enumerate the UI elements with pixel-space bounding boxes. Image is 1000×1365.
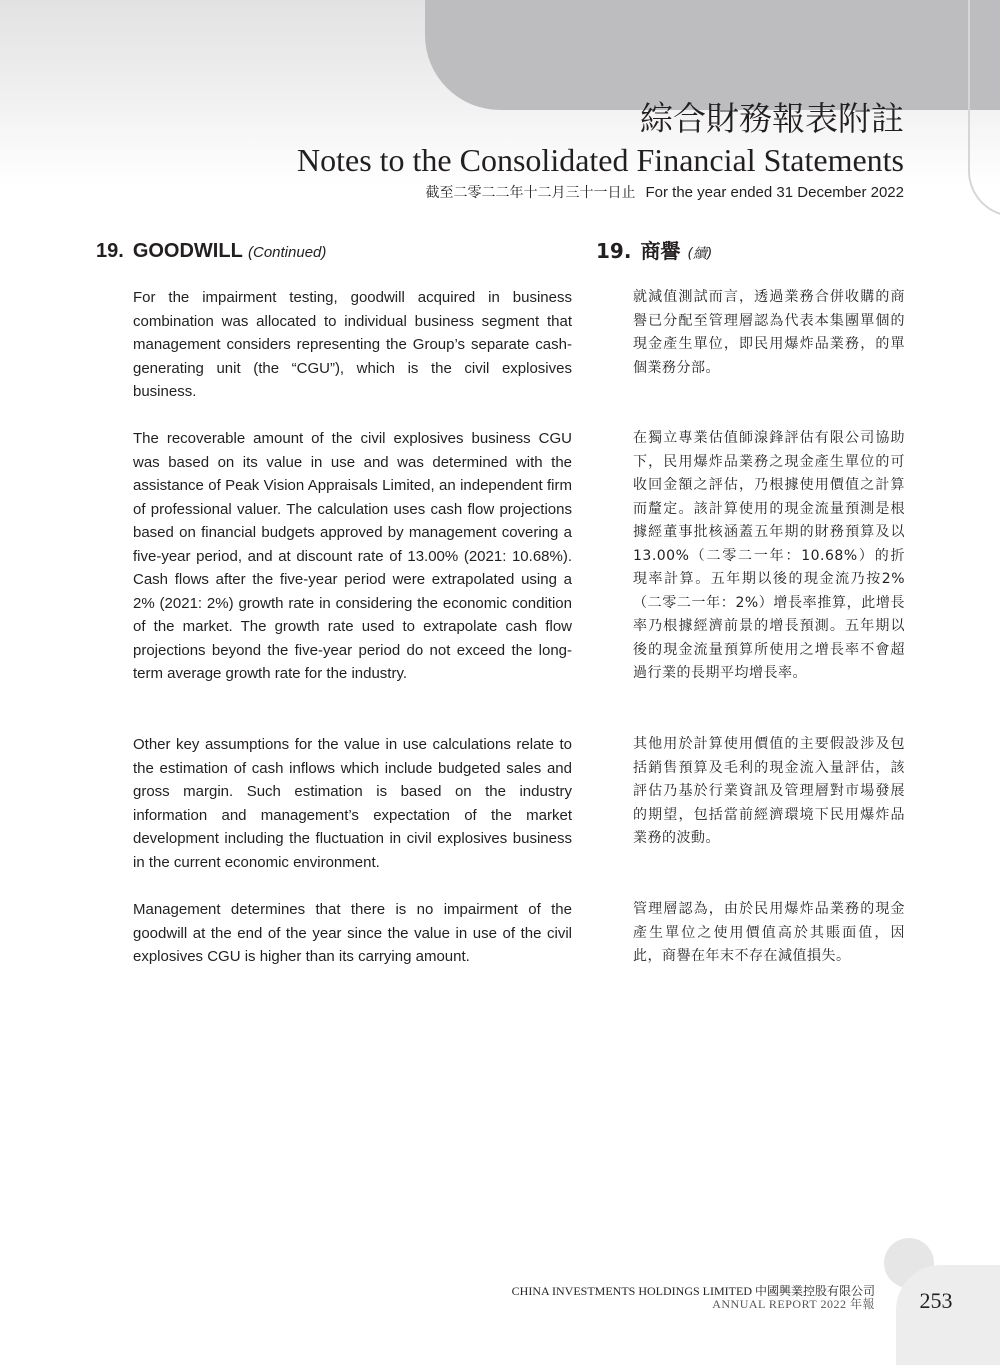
paragraph-en-4: Management determines that there is no impairment of the goodwill at the end of the year since the value in use of the civil explosives CGU is higher than its carrying amount.	[133, 901, 572, 965]
page-number-tab	[896, 1265, 1000, 1365]
paragraph-zh-3: 其他用於計算使用價值的主要假設涉及包括銷售預算及毛利的現金流入量評估，該評估乃基於行業資訊及管理層對市場發展的期望，包括當前經濟環境下民用爆炸品業務的波動。	[633, 736, 905, 846]
section-title-zh: 商譽	[640, 239, 681, 263]
section-number: 19.	[96, 240, 124, 262]
report-name: ANNUAL REPORT 2022 年報	[712, 1297, 875, 1311]
page-number: 253	[919, 1288, 953, 1313]
section-title: GOODWILL	[132, 240, 243, 262]
paragraph-zh-1: 就減值測試而言，透過業務合併收購的商譽已分配至管理層認為代表本集團單個的現金產生單位，即民用爆炸品業務，的單個業務分部。	[633, 289, 905, 376]
page-title-en: Notes to the Consolidated Financial Statements	[296, 142, 904, 178]
paragraph-en-1: For the impairment testing, goodwill acquired in business combination was allocated to individual business segment that management considers representing the Group’s separate cash-generating unit (the “CGU”), which is the civil explosives business.	[133, 289, 572, 400]
paragraph-zh-4: 管理層認為，由於民用爆炸品業務的現金產生單位之使用價值高於其賬面值，因此，商譽在年末不存在減值損失。	[633, 901, 905, 964]
period-zh: 截至二零二二年十二月三十一日止	[425, 185, 636, 201]
header-decoration-line	[968, 0, 1000, 217]
header-decoration	[425, 0, 1000, 110]
paragraph-en-3: Other key assumptions for the value in use calculations relate to the estimation of cash inflows which include budgeted sales and gross margin. Such estimation is based on the industry information and management’s expectation of the market development including the fluctuation in civil explosives business in the current economic environment.	[133, 736, 572, 871]
paragraph-zh-2: 在獨立專業估值師湶鋒評估有限公司協助下，民用爆炸品業務之現金產生單位的可收回金額之評估，乃根據使用價值之計算而釐定。該計算使用的現金流量預測是根據經董事批核涵蓋五年期的財務預算及以13.00%（二零二一年：10.68%）的折現率計算。五年期以後的現金流乃按2%（二零二一年：2%）增長率推算，此增長率乃根據經濟前景的增長預測。五年期以後的現金流量預算所使用之增長率不會超過行業的長期平均增長率。	[633, 430, 905, 681]
section-heading-zh	[596, 238, 905, 267]
continued-label-zh: (續)	[687, 246, 713, 262]
page-title-zh: 綜合財務報表附註	[640, 99, 904, 138]
company-name: CHINA INVESTMENTS HOLDINGS LIMITED 中國興業控股有限公司	[511, 1284, 875, 1298]
period-en: For the year ended 31 December 2022	[645, 184, 904, 201]
page-footer	[0, 1285, 875, 1311]
period-line	[297, 182, 904, 204]
section-heading-en	[96, 238, 572, 266]
continued-label: (Continued)	[248, 244, 327, 261]
section-number-zh: 19.	[596, 239, 632, 263]
chinese-column	[596, 238, 905, 964]
paragraph-en-2: The recoverable amount of the civil explosives business CGU was based on its value in use and was determined with the assistance of Peak Vision Appraisals Limited, an independent firm of professional valuer. The calculation uses cash flow projections based on financial budgets approved by management covering a five-year period, and at discount rate of 13.00% (2021: 10.68%). Cash flows after the five-year period were extrapolated using a 2% (2021: 2%) growth rate in considering the economic condition of the market. The growth rate used to extrapolate cash flow projections beyond the five-year period do not exceed the long-term average growth rate for the industry.	[133, 430, 572, 682]
english-column	[96, 238, 572, 965]
page-header	[297, 98, 904, 204]
